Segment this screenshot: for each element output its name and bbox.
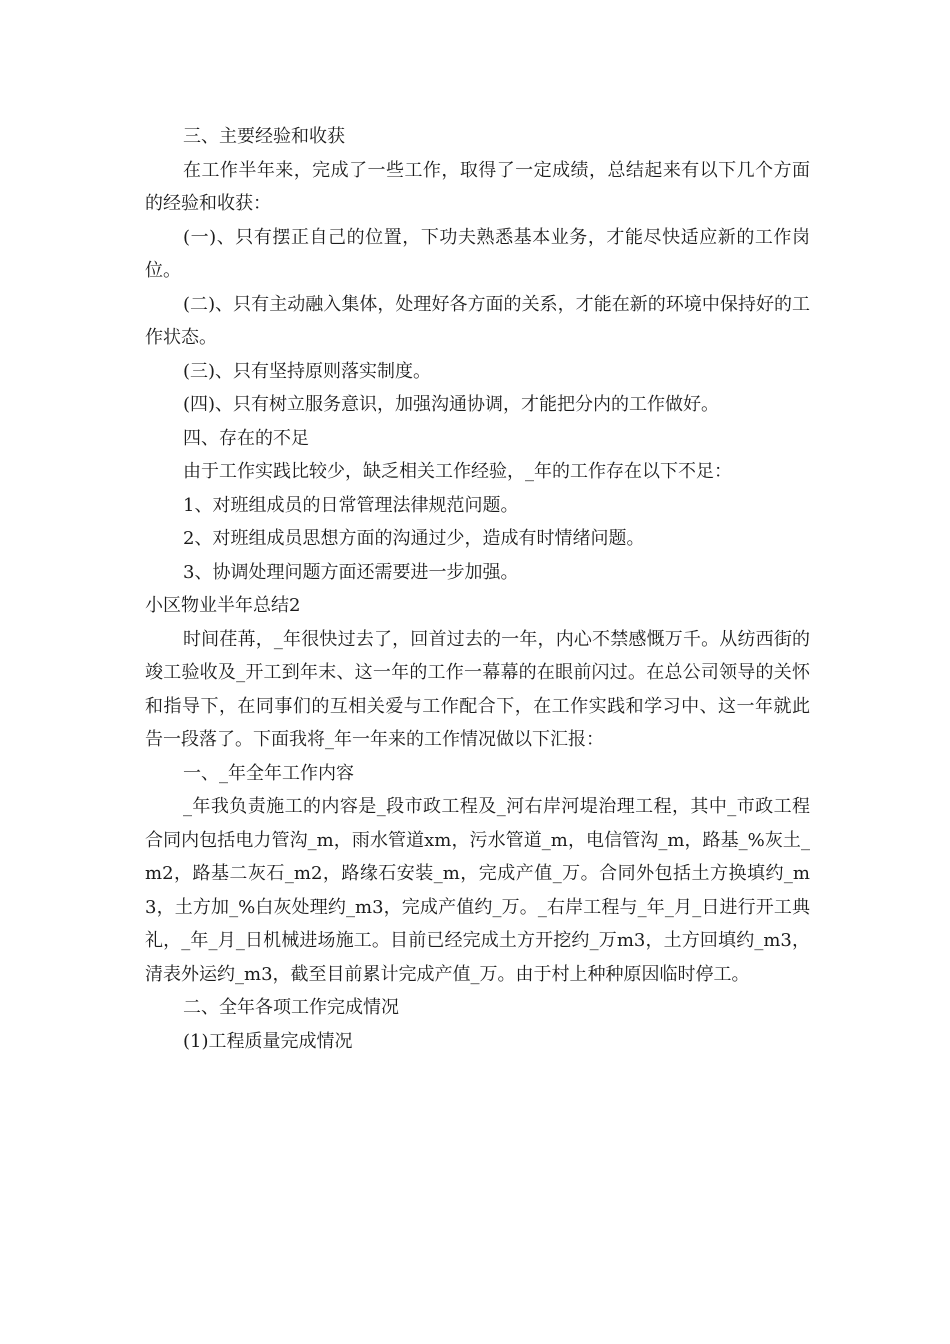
section-heading-work-content: 一、_年全年工作内容 [183, 762, 354, 784]
list-item-shortcoming-1: 1、对班组成员的日常管理法律规范问题。 [183, 494, 519, 516]
paragraph-summary-intro: 时间荏苒，_年很快过去了，回首过去的一年，内心不禁感慨万千。从纺西街的竣工验收及_开工到年末、这一年的工作一幕幕的在眼前闪过。在总公司领导的关怀和指导下，在同事们的互相关爱与工作配合下，在工作实践和学习中、这一年就此告一段落了。下面我将_年一年来的工作情况做以下汇报： [145, 628, 810, 750]
list-item-shortcoming-3: 3、协调处理问题方面还需要进一步加强。 [183, 561, 519, 583]
list-item-experience-3: (三)、只有坚持原则落实制度。 [183, 360, 432, 382]
section-heading-experience: 三、主要经验和收获 [183, 126, 345, 147]
list-item-experience-1: (一)、只有摆正自己的位置，下功夫熟悉基本业务，才能尽快适应新的工作岗位。 [145, 226, 810, 281]
list-item-experience-4: (四)、只有树立服务意识，加强沟通协调，才能把分内的工作做好。 [183, 394, 720, 415]
section-heading-shortcomings: 四、存在的不足 [183, 427, 309, 449]
list-item-shortcoming-2: 2、对班组成员思想方面的沟通过少，造成有时情绪问题。 [183, 528, 645, 549]
document-page [145, 120, 810, 1058]
list-item-experience-2: (二)、只有主动融入集体，处理好各方面的关系，才能在新的环境中保持好的工作状态。 [145, 293, 810, 348]
subsection-heading-quality: (1)工程质量完成情况 [183, 1030, 353, 1052]
article-title-summary-2: 小区物业半年总结2 [145, 595, 301, 616]
paragraph-shortcomings-intro: 由于工作实践比较少，缺乏相关工作经验，_年的工作存在以下不足： [183, 461, 732, 482]
paragraph-work-content: _年我负责施工的内容是_段市政工程及_河右岸河堤治理工程，其中_市政工程合同内包括电力管沟_m，雨水管道xm，污水管道_m，电信管沟_m，路基_%灰土_m2，路基二灰石_m2，路缘石安装_m，完成产值_万。合同外包括土方换填约_m3，土方加_%白灰处理约_m3，完成产值约_万。_右岸工程与_年_月_日进行开工典礼，_年_月_日机械进场施工。目前已经完成土方开挖约_万m3，土方回填约_m3，清表外运约_m3，截至目前累计完成产值_万。由于村上种种原因临时停工。 [145, 796, 810, 985]
paragraph-experience-intro: 在工作半年来，完成了一些工作，取得了一定成绩，总结起来有以下几个方面的经验和收获： [145, 159, 810, 214]
section-heading-completion: 二、全年各项工作完成情况 [183, 997, 399, 1018]
